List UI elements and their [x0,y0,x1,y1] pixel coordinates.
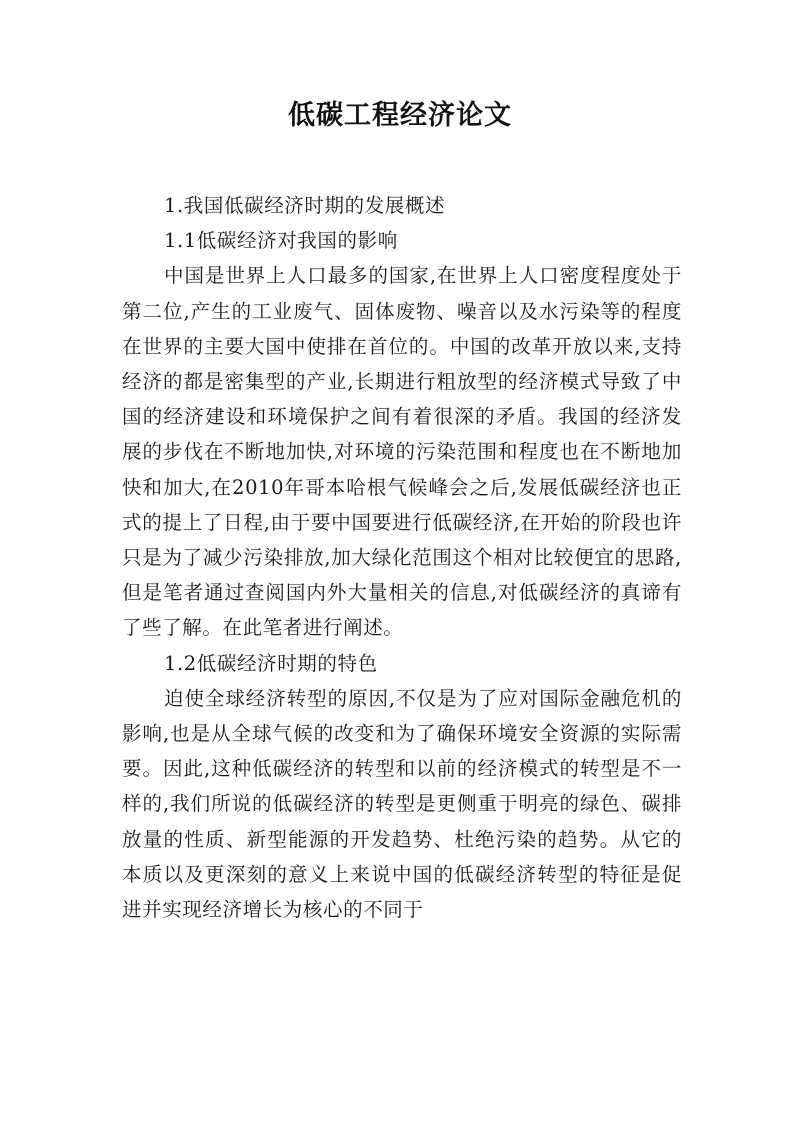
body-paragraph-2: 迫使全球经济转型的原因,不仅是为了应对国际金融危机的影响,也是从全球气候的改变和为了确保环境安全资源的实际需要。因此,这种低碳经济的转型和以前的经济模式的转型是不一样的,我们所说的低碳经济的转型是更侧重于明亮的绿色、碳排放量的性质、新型能源的开发趋势、杜绝污染的趋势。从它的本质以及更深刻的意义上来说中国的低碳经济转型的特征是促进并实现经济增长为核心的不同于 [122,686,682,922]
section-heading-1-1: 1.1低碳经济对我国的影响 [164,229,398,253]
section-heading-1: 1.我国低碳经济时期的发展概述 [164,194,446,217]
document-body [122,188,682,927]
document-title: 低碳工程经济论文 [288,100,512,131]
section-heading-1-2: 1.2低碳经济时期的特色 [164,651,378,675]
body-paragraph-1: 中国是世界上人口最多的国家,在世界上人口密度程度处于第二位,产生的工业废气、固体废物、噪音以及水污染等的程度在世界的主要大国中使排在首位的。中国的改革开放以来,支持经济的都是密集型的产业,长期进行粗放型的经济模式导致了中国的经济建设和环境保护之间有着很深的矛盾。我国的经济发展的步伐在不断地加快,对环境的污染范围和程度也在不断地加快和加大,在2010年哥本哈根气候峰会之后,发展低碳经济也正式的提上了日程,由于要中国要进行低碳经济,在开始的阶段也许只是为了减少污染排放,加大绿化范围这个相对比较便宜的思路,但是笔者通过查阅国内外大量相关的信息,对低碳经济的真谛有了些了解。在此笔者进行阐述。 [122,264,682,640]
